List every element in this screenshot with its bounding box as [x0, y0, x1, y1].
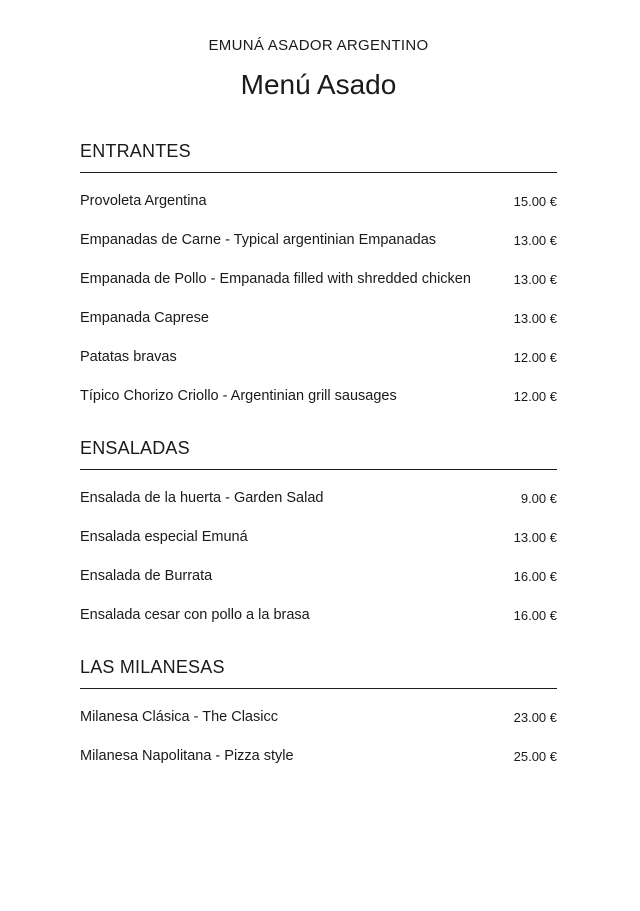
item-list: [80, 689, 557, 767]
menu-item: [80, 347, 557, 368]
section-ensaladas: [80, 437, 557, 626]
section-title: ENTRANTES: [80, 140, 557, 173]
item-name: Empanada Caprese: [80, 310, 209, 326]
restaurant-name: EMUNÁ ASADOR ARGENTINO: [208, 37, 429, 54]
item-name: Empanada de Pollo - Empanada filled with shredded chicken: [80, 271, 471, 287]
menu-item: [80, 566, 557, 587]
item-price: 13.00 €: [513, 233, 557, 248]
item-name: Milanesa Clásica - The Clasicc: [80, 709, 278, 725]
menu-item: [80, 488, 557, 509]
menu-item: [80, 191, 557, 212]
menu-item: [80, 308, 557, 329]
item-list: [80, 470, 557, 626]
menu-item: [80, 386, 557, 407]
item-name: Ensalada de Burrata: [80, 568, 213, 584]
item-name: Provoleta Argentina: [80, 193, 207, 209]
item-name: Milanesa Napolitana - Pizza style: [80, 748, 294, 764]
item-price: 16.00 €: [513, 569, 557, 584]
item-name: Patatas bravas: [80, 349, 177, 365]
section-milanesas: [80, 656, 557, 767]
item-price: 13.00 €: [513, 272, 557, 287]
item-price: 25.00 €: [513, 749, 557, 764]
item-price: 12.00 €: [513, 389, 557, 404]
item-name: Típico Chorizo Criollo - Argentinian grill sausages: [80, 388, 397, 404]
menu-item: [80, 746, 557, 767]
menu-item: [80, 707, 557, 728]
item-name: Ensalada de la huerta - Garden Salad: [80, 490, 324, 506]
item-price: 15.00 €: [513, 194, 557, 209]
item-price: 12.00 €: [513, 350, 557, 365]
item-price: 13.00 €: [513, 530, 557, 545]
item-price: 16.00 €: [513, 608, 557, 623]
section-title: LAS MILANESAS: [80, 656, 557, 689]
menu-title: Menú Asado: [240, 69, 397, 100]
item-name: Ensalada especial Emuná: [80, 529, 248, 545]
item-price: 9.00 €: [520, 491, 557, 506]
menu-item: [80, 527, 557, 548]
item-price: 23.00 €: [513, 710, 557, 725]
item-list: [80, 173, 557, 407]
menu-item: [80, 230, 557, 251]
menu-item: [80, 605, 557, 626]
item-name: Ensalada cesar con pollo a la brasa: [80, 607, 310, 623]
section-entrantes: [80, 140, 557, 407]
item-name: Empanadas de Carne - Typical argentinian Empanadas: [80, 232, 437, 248]
section-title: ENSALADAS: [80, 437, 557, 470]
menu-item: [80, 269, 557, 290]
item-price: 13.00 €: [513, 311, 557, 326]
